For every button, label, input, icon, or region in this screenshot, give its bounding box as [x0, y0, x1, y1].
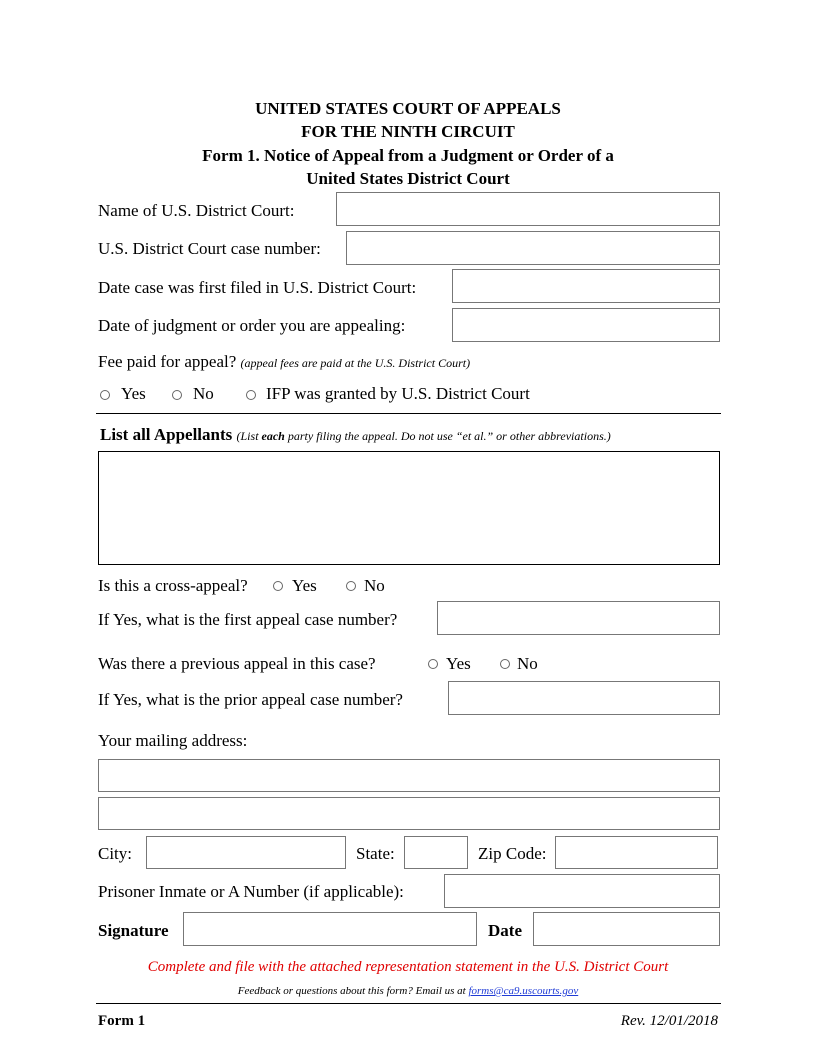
date-filed-input[interactable]: [452, 269, 720, 303]
fee-ifp-radio[interactable]: [246, 390, 256, 400]
previous-appeal-label: Was there a previous appeal in this case?: [98, 654, 376, 673]
prior-appeal-case-label: If Yes, what is the prior appeal case number?: [98, 690, 403, 709]
appellants-note-post: party filing the appeal. Do not use “et al.” or other abbreviations.): [284, 429, 611, 443]
city-label: City:: [98, 844, 133, 863]
prisoner-number-input[interactable]: [444, 874, 720, 908]
previous-appeal-no-radio[interactable]: [500, 659, 510, 669]
first-appeal-case-input[interactable]: [437, 601, 720, 635]
form-id: Form 1: [98, 1013, 146, 1029]
previous-appeal-no-label: No: [517, 654, 538, 673]
appellants-note-bold: each: [261, 429, 285, 443]
cross-appeal-no-radio[interactable]: [346, 581, 356, 591]
fee-yes-radio[interactable]: [100, 390, 110, 400]
revision-date: Rev. 12/01/2018: [620, 1013, 718, 1029]
feedback-email-link[interactable]: forms@ca9.uscourts.gov: [468, 985, 579, 997]
fee-no-radio[interactable]: [172, 390, 182, 400]
date-label: Date: [488, 921, 522, 940]
feedback-line: [0, 985, 816, 997]
state-label: State:: [356, 844, 395, 863]
feedback-text: Feedback or questions about this form? Email us at: [237, 985, 469, 997]
fee-paid-question: Fee paid for appeal?: [98, 352, 237, 371]
appellants-textarea[interactable]: [98, 451, 720, 565]
district-court-input[interactable]: [336, 192, 720, 226]
section-divider: [96, 413, 721, 414]
fee-paid-note: (appeal fees are paid at the U.S. District Court): [240, 356, 471, 370]
address-line-1-input[interactable]: [98, 759, 720, 792]
date-input[interactable]: [533, 912, 720, 946]
prisoner-number-label: Prisoner Inmate or A Number (if applicable):: [98, 882, 404, 901]
signature-input[interactable]: [183, 912, 477, 946]
previous-appeal-yes-label: Yes: [446, 654, 471, 673]
header-line-1: UNITED STATES COURT OF APPEALS: [255, 99, 561, 118]
appellants-label: List all Appellants: [100, 425, 233, 444]
city-input[interactable]: [146, 836, 346, 869]
appellants-heading: [100, 425, 611, 446]
header-line-2: FOR THE NINTH CIRCUIT: [301, 122, 515, 141]
filing-notice: Complete and file with the attached representation statement in the U.S. District Court: [147, 959, 669, 975]
fee-ifp-label: IFP was granted by U.S. District Court: [266, 384, 530, 403]
district-court-label: Name of U.S. District Court:: [98, 201, 295, 220]
date-judgment-input[interactable]: [452, 308, 720, 342]
zip-code-input[interactable]: [555, 836, 718, 869]
date-filed-label: Date case was first filed in U.S. District Court:: [98, 278, 417, 297]
first-appeal-case-label: If Yes, what is the first appeal case number?: [98, 610, 398, 629]
fee-paid-label: [98, 352, 470, 373]
form-title-line-2: United States District Court: [306, 169, 510, 188]
signature-label: Signature: [98, 921, 169, 940]
cross-appeal-yes-radio[interactable]: [273, 581, 283, 591]
footer-divider: [96, 1003, 721, 1004]
fee-no-label: No: [193, 384, 214, 403]
appellants-note: [237, 429, 611, 443]
mailing-address-label: Your mailing address:: [98, 731, 248, 750]
case-number-input[interactable]: [346, 231, 720, 265]
previous-appeal-yes-radio[interactable]: [428, 659, 438, 669]
date-judgment-label: Date of judgment or order you are appealing:: [98, 316, 406, 335]
cross-appeal-no-label: No: [364, 576, 385, 595]
state-input[interactable]: [404, 836, 468, 869]
prior-appeal-case-input[interactable]: [448, 681, 720, 715]
cross-appeal-yes-label: Yes: [292, 576, 317, 595]
case-number-label: U.S. District Court case number:: [98, 239, 321, 258]
appellants-note-pre: (List: [236, 429, 262, 443]
address-line-2-input[interactable]: [98, 797, 720, 830]
zip-code-label: Zip Code:: [478, 844, 547, 863]
fee-yes-label: Yes: [121, 384, 146, 403]
form-title: Form 1. Notice of Appeal from a Judgment or Order of a: [202, 146, 614, 165]
cross-appeal-label: Is this a cross-appeal?: [98, 576, 248, 595]
